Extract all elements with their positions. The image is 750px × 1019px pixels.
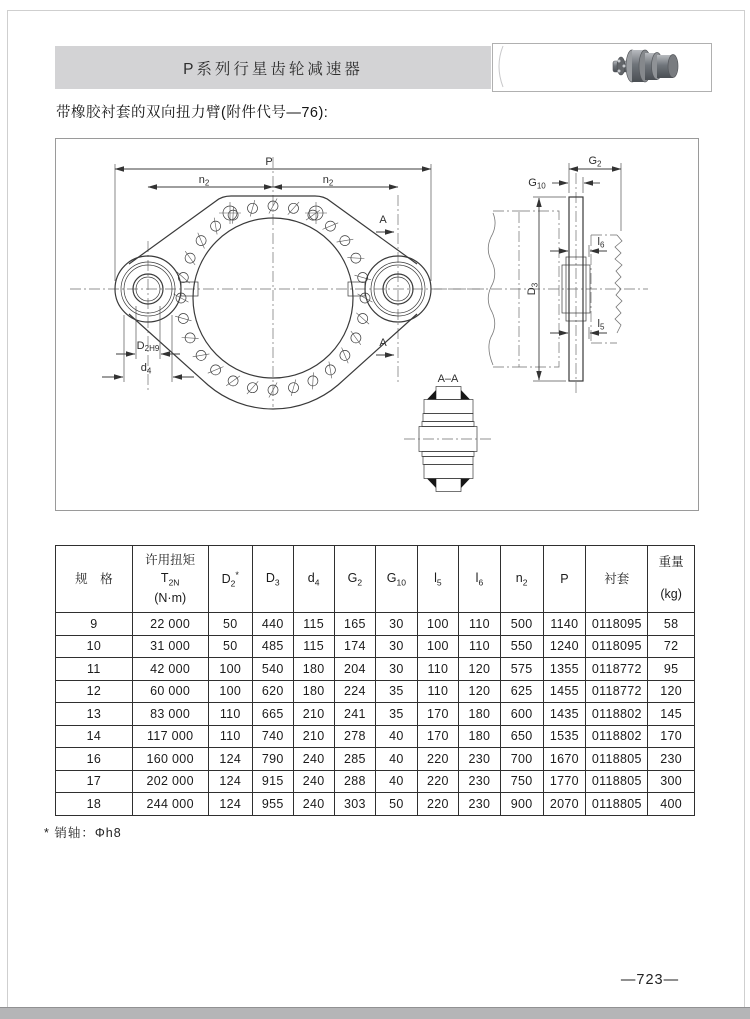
- svg-text:l5: $l_5$: [597, 318, 605, 332]
- table-cell: 50: [376, 793, 418, 816]
- table-cell: 120: [459, 680, 501, 703]
- table-cell: 174: [334, 635, 376, 658]
- table-cell: 31 000: [132, 635, 208, 658]
- table-cell: 500: [500, 613, 543, 636]
- table-cell: 95: [648, 658, 695, 681]
- table-cell: 110: [208, 703, 252, 726]
- svg-text:D2H9: D2H9: [136, 340, 160, 353]
- table-cell: 600: [500, 703, 543, 726]
- table-cell: 700: [500, 748, 543, 771]
- table-cell: 1670: [543, 748, 586, 771]
- table-cell: 1240: [543, 635, 586, 658]
- table-cell: 303: [334, 793, 376, 816]
- dim-l6: [550, 236, 607, 257]
- table-cell: 100: [417, 613, 459, 636]
- table-cell: 1535: [543, 725, 586, 748]
- page-title: P系列行星齿轮减速器: [183, 60, 363, 78]
- table-cell: 202 000: [132, 770, 208, 793]
- column-header: P: [543, 546, 586, 613]
- table-cell: 1435: [543, 703, 586, 726]
- table-cell: 170: [417, 703, 459, 726]
- front-view: [70, 156, 484, 409]
- table-row: [56, 658, 695, 681]
- table-cell: 40: [376, 748, 418, 771]
- svg-text:D3: $D_3$: [526, 282, 540, 296]
- table-cell: 110: [459, 635, 501, 658]
- table-cell: 625: [500, 680, 543, 703]
- table-cell: 145: [648, 703, 695, 726]
- table-cell: 110: [459, 613, 501, 636]
- table-cell: 1355: [543, 658, 586, 681]
- column-header: $l_5$: [417, 546, 459, 613]
- table-cell: 50: [208, 635, 252, 658]
- column-header: 重量 (kg): [648, 546, 695, 613]
- table-cell: 120: [459, 658, 501, 681]
- table-cell: 288: [334, 770, 376, 793]
- page-number: —723—: [620, 972, 680, 988]
- table-cell: 575: [500, 658, 543, 681]
- table-cell: 540: [252, 658, 293, 681]
- column-header: $D_3$: [252, 546, 293, 613]
- table-cell: 955: [252, 793, 293, 816]
- table-cell: 740: [252, 725, 293, 748]
- table-cell: 665: [252, 703, 293, 726]
- section-aa-title: A–A: [437, 373, 459, 385]
- table-cell: 120: [648, 680, 695, 703]
- table-cell: 11: [56, 658, 133, 681]
- svg-text:d4: $d_4$: [140, 362, 152, 376]
- section-arrow-top: [376, 214, 394, 232]
- table-cell: 220: [417, 748, 459, 771]
- section-subtitle: 带橡胶衬套的双向扭力臂(附件代号—76):: [56, 105, 329, 121]
- dim-g2: [569, 155, 621, 231]
- table-cell: 620: [252, 680, 293, 703]
- table-cell: 35: [376, 703, 418, 726]
- section-aa-view: [404, 373, 492, 492]
- table-cell: 0118095: [586, 635, 648, 658]
- table-cell: 0118802: [586, 725, 648, 748]
- table-cell: 100: [208, 680, 252, 703]
- column-header: 衬套: [586, 546, 648, 613]
- table-cell: 10: [56, 635, 133, 658]
- table-cell: 180: [459, 725, 501, 748]
- table-cell: 1140: [543, 613, 586, 636]
- footer-band: [0, 1007, 750, 1019]
- table-cell: 22 000: [132, 613, 208, 636]
- dim-d3: [526, 197, 566, 381]
- table-cell: 100: [208, 658, 252, 681]
- table-cell: 83 000: [132, 703, 208, 726]
- table-cell: 1455: [543, 680, 586, 703]
- header-image-box: [492, 43, 712, 92]
- table-cell: 124: [208, 748, 252, 771]
- table-cell: 110: [208, 725, 252, 748]
- table-cell: 2070: [543, 793, 586, 816]
- table-cell: 124: [208, 793, 252, 816]
- table-cell: 790: [252, 748, 293, 771]
- table-cell: 900: [500, 793, 543, 816]
- table-cell: 115: [293, 635, 334, 658]
- table-cell: 60 000: [132, 680, 208, 703]
- table-cell: 170: [417, 725, 459, 748]
- svg-text:n2: $n_2$: [322, 174, 334, 188]
- table-cell: 180: [293, 658, 334, 681]
- table-cell: 42 000: [132, 658, 208, 681]
- table-row: [56, 725, 695, 748]
- table-cell: 278: [334, 725, 376, 748]
- dim-g10: [528, 177, 600, 193]
- table-cell: 210: [293, 725, 334, 748]
- table-row: [56, 635, 695, 658]
- svg-text:A: A: [379, 337, 387, 349]
- table-cell: 0118095: [586, 613, 648, 636]
- table-cell: 0118805: [586, 793, 648, 816]
- dim-n2-left: [148, 174, 273, 188]
- table-cell: 30: [376, 613, 418, 636]
- footnote: * 销轴：Φh8: [44, 826, 122, 840]
- table-cell: 224: [334, 680, 376, 703]
- table-cell: 750: [500, 770, 543, 793]
- table-cell: 485: [252, 635, 293, 658]
- table-cell: 230: [459, 770, 501, 793]
- spec-table: [55, 545, 695, 816]
- column-header: $n_2$: [500, 546, 543, 613]
- table-row: [56, 748, 695, 771]
- table-row: [56, 703, 695, 726]
- column-header: $G_{10}$: [376, 546, 418, 613]
- header-band: [55, 46, 491, 89]
- table-cell: 240: [293, 748, 334, 771]
- table-cell: 204: [334, 658, 376, 681]
- table-cell: 14: [56, 725, 133, 748]
- table-cell: 0118772: [586, 680, 648, 703]
- table-cell: 72: [648, 635, 695, 658]
- table-cell: 650: [500, 725, 543, 748]
- table-cell: 244 000: [132, 793, 208, 816]
- table-cell: 17: [56, 770, 133, 793]
- table-cell: 110: [417, 680, 459, 703]
- table-cell: 165: [334, 613, 376, 636]
- table-cell: 9: [56, 613, 133, 636]
- column-header: $l_6$: [459, 546, 501, 613]
- table-cell: 18: [56, 793, 133, 816]
- table-cell: 58: [648, 613, 695, 636]
- side-view: [434, 155, 648, 395]
- table-cell: 12: [56, 680, 133, 703]
- table-cell: 110: [417, 658, 459, 681]
- svg-text:n2: $n_2$: [198, 174, 210, 188]
- table-cell: 0118805: [586, 770, 648, 793]
- table-row: [56, 613, 695, 636]
- table-cell: 300: [648, 770, 695, 793]
- table-cell: 230: [459, 793, 501, 816]
- table-cell: 170: [648, 725, 695, 748]
- table-cell: 0118802: [586, 703, 648, 726]
- column-header: 许用扭矩 $T_{2N}$ (N·m): [132, 546, 208, 613]
- table-cell: 915: [252, 770, 293, 793]
- column-header: $D_2^*$: [208, 546, 252, 613]
- table-cell: 0118772: [586, 658, 648, 681]
- table-row: [56, 770, 695, 793]
- table-cell: 16: [56, 748, 133, 771]
- svg-text:P: P: [265, 156, 273, 168]
- table-cell: 230: [459, 748, 501, 771]
- table-cell: 40: [376, 770, 418, 793]
- svg-text:G2: $G_2$: [588, 155, 602, 169]
- technical-drawing: [55, 138, 699, 511]
- table-cell: 180: [459, 703, 501, 726]
- speed-lines-and-reducer: [493, 44, 709, 89]
- mounting-hole-right: [305, 202, 327, 224]
- table-row: [56, 680, 695, 703]
- table-cell: 440: [252, 613, 293, 636]
- mounting-hole-left: [219, 202, 241, 224]
- table-cell: 1770: [543, 770, 586, 793]
- table-cell: 13: [56, 703, 133, 726]
- table-cell: 240: [293, 793, 334, 816]
- table-cell: 100: [417, 635, 459, 658]
- table-cell: 30: [376, 635, 418, 658]
- table-cell: 230: [648, 748, 695, 771]
- table-cell: 30: [376, 658, 418, 681]
- table-cell: 241: [334, 703, 376, 726]
- table-cell: 35: [376, 680, 418, 703]
- column-header: $G_2$: [334, 546, 376, 613]
- table-cell: 117 000: [132, 725, 208, 748]
- table-cell: 160 000: [132, 748, 208, 771]
- svg-text:A: A: [379, 214, 387, 226]
- table-cell: 0118805: [586, 748, 648, 771]
- column-header: $d_4$: [293, 546, 334, 613]
- table-cell: 124: [208, 770, 252, 793]
- table-cell: 210: [293, 703, 334, 726]
- column-header: 规 格: [56, 546, 133, 613]
- header-row: [56, 546, 695, 613]
- table-cell: 50: [208, 613, 252, 636]
- table-cell: 550: [500, 635, 543, 658]
- table-cell: 220: [417, 793, 459, 816]
- table-cell: 220: [417, 770, 459, 793]
- table-cell: 40: [376, 725, 418, 748]
- table-cell: 180: [293, 680, 334, 703]
- table-cell: 285: [334, 748, 376, 771]
- svg-text:G10: $G_{10}$: [528, 177, 546, 191]
- dim-n2-right: [273, 174, 398, 188]
- section-arrow-bottom: [376, 337, 394, 355]
- table-cell: 400: [648, 793, 695, 816]
- table-cell: 115: [293, 613, 334, 636]
- svg-text:l6: $l_6$: [597, 236, 605, 250]
- table-row: [56, 793, 695, 816]
- table-cell: 240: [293, 770, 334, 793]
